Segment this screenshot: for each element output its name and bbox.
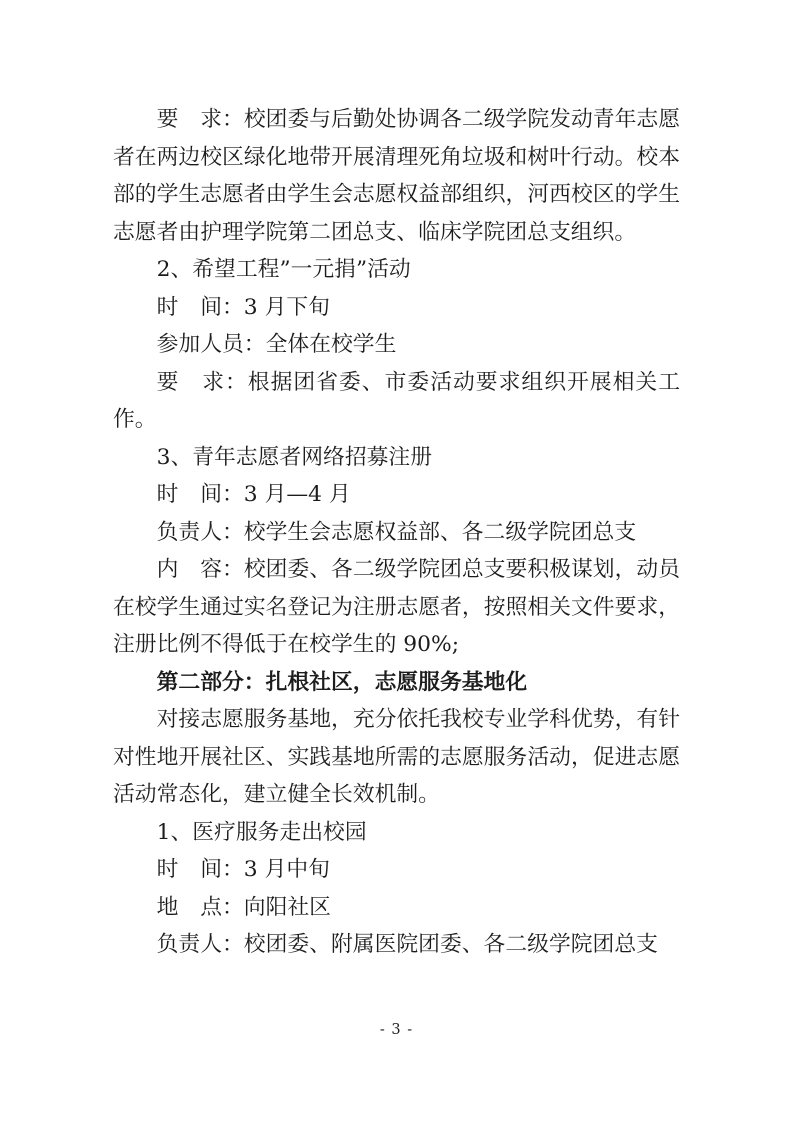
paragraph: 时 间：3 月下旬 — [156, 294, 330, 320]
paragraph: 负责人：校学生会志愿权益部、各二级学院团总支 — [156, 519, 637, 545]
paragraph: 内 容：校团委、各二级学院团总支要积极谋划，动员在校学生通过实名登记为注册志愿者，按照相关文件要求，注册比例不得低于在校学生的 90%; — [113, 557, 680, 657]
paragraph: 要 求：校团委与后勤处协调各二级学院发动青年志愿者在两边校区绿化地带开展清理死角垃圾和树叶行动。校本部的学生志愿者由学生会志愿权益部组织，河西校区的学生志愿者由护理学院第二团总支、临床学院团总支组织。 — [113, 107, 680, 245]
paragraph: 地 点：向阳社区 — [156, 894, 331, 920]
paragraph: 时 间：3 月—4 月 — [156, 482, 351, 507]
document-body — [113, 101, 680, 964]
paragraph: 要 求：根据团省委、市委活动要求组织开展相关工作。 — [113, 369, 680, 432]
paragraph: 对接志愿服务基地，充分依托我校专业学科优势，有针对性地开展社区、实践基地所需的志愿服务活动，促进志愿活动常态化，建立健全长效机制。 — [113, 707, 680, 807]
page-number: - 3 - — [379, 1022, 414, 1038]
section-heading: 第二部分：扎根社区，志愿服务基地化 — [156, 669, 528, 695]
paragraph: 1、医疗服务走出校园 — [156, 819, 367, 845]
paragraph: 负责人：校团委、附属医院团委、各二级学院团总支 — [156, 932, 658, 957]
paragraph: 参加人员：全体在校学生 — [156, 332, 397, 357]
paragraph: 时 间：3 月中旬 — [156, 857, 330, 882]
paragraph: 2、希望工程”一元捐”活动 — [156, 257, 411, 282]
paragraph: 3、青年志愿者网络招募注册 — [156, 444, 433, 470]
